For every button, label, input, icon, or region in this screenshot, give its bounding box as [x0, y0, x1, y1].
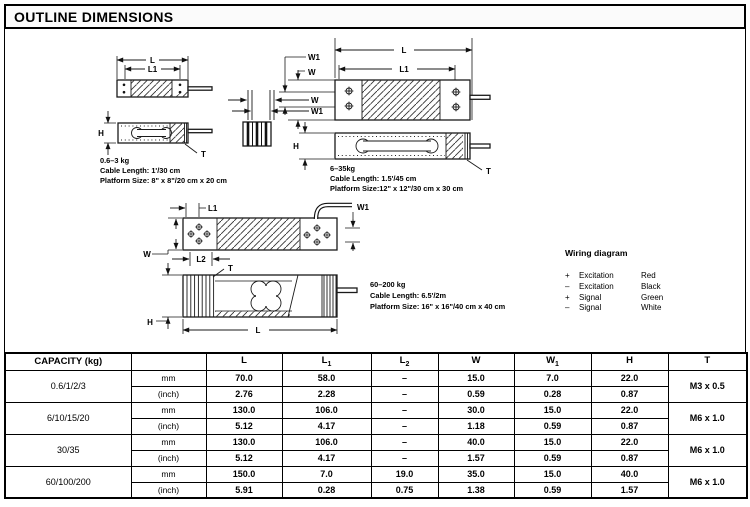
unit-cell: (inch): [131, 482, 206, 498]
wiring-label: Signal: [579, 303, 602, 313]
header-unit: [131, 353, 206, 370]
thread-cell: M3 x 0.5: [668, 370, 747, 402]
cable-stub: [470, 95, 490, 99]
cable-stub: [188, 129, 212, 132]
thread-cell: M6 x 1.0: [668, 466, 747, 498]
value-cell: 1.57: [591, 482, 668, 498]
page-title: OUTLINE DIMENSIONS: [14, 8, 174, 25]
wiring-label: Excitation: [579, 281, 614, 291]
wiring-color: Red: [641, 271, 656, 280]
value-cell: 130.0: [206, 402, 282, 418]
dim-label-L: L: [150, 56, 155, 65]
value-cell: 7.0: [282, 466, 371, 482]
range-label-medium: 6–35kg: [330, 164, 356, 173]
value-cell: 5.12: [206, 418, 282, 434]
value-cell: 19.0: [371, 466, 438, 482]
value-cell: 4.17: [282, 418, 371, 434]
value-cell: 0.59: [514, 450, 591, 466]
value-cell: 2.76: [206, 386, 282, 402]
end-view-block: [243, 122, 271, 146]
load-cell-small-top-view: [117, 80, 212, 97]
value-cell: –: [371, 434, 438, 450]
dim-label-T: T: [228, 264, 233, 273]
header-W: W: [438, 353, 514, 370]
dim-W-large: [143, 218, 182, 259]
header-L2: $L_2$: [371, 353, 438, 370]
value-cell: 0.87: [591, 418, 668, 434]
dim-label-L1: L1: [399, 65, 409, 74]
dim-label-W1: W1: [308, 53, 320, 62]
dim-L1-large: [170, 203, 218, 217]
capacity-cell: 0.6/1/2/3: [5, 370, 131, 402]
value-cell: 0.75: [371, 482, 438, 498]
value-cell: 150.0: [206, 466, 282, 482]
wiring-label: Signal: [579, 292, 602, 302]
table-row: [5, 434, 747, 450]
unit-cell: (inch): [131, 450, 206, 466]
dim-label-W1: W1: [357, 203, 369, 212]
value-cell: 5.12: [206, 450, 282, 466]
capacity-cell: 60/100/200: [5, 466, 131, 498]
dim-H-medium: [293, 122, 334, 170]
dim-label-T: T: [486, 167, 491, 176]
value-cell: 30.0: [438, 402, 514, 418]
value-cell: 0.87: [591, 450, 668, 466]
unit-cell: (inch): [131, 418, 206, 434]
value-cell: –: [371, 450, 438, 466]
dim-label-L: L: [255, 326, 261, 335]
value-cell: 40.0: [591, 466, 668, 482]
header-H: H: [591, 353, 668, 370]
value-cell: 58.0: [282, 370, 371, 386]
load-cell-medium-side-view: [335, 133, 490, 159]
diagram-large: [143, 203, 505, 335]
unit-cell: mm: [131, 370, 206, 386]
value-cell: 106.0: [282, 434, 371, 450]
header-L: L: [206, 353, 282, 370]
dim-label-L: L: [401, 46, 407, 55]
value-cell: 1.18: [438, 418, 514, 434]
value-cell: 0.87: [591, 386, 668, 402]
value-cell: 130.0: [206, 434, 282, 450]
wiring-sign: –: [565, 281, 570, 291]
dim-label-T: T: [201, 150, 206, 159]
thread-cell: M6 x 1.0: [668, 434, 747, 466]
load-cell-small-side-view: [118, 123, 212, 143]
dim-label-W: W: [308, 68, 316, 77]
capacity-cell: 30/35: [5, 434, 131, 466]
dimensions-table: [4, 352, 748, 499]
value-cell: –: [371, 402, 438, 418]
load-cell-medium-top-view: [335, 80, 490, 120]
value-cell: 5.91: [206, 482, 282, 498]
dim-L2-large: [172, 252, 230, 266]
dim-label-L1: L1: [208, 204, 218, 213]
dim-label-L1: L1: [147, 65, 158, 74]
dim-label-W: W: [143, 250, 151, 259]
wiring-color: White: [641, 303, 662, 313]
value-cell: –: [371, 386, 438, 402]
platform-size-large: Platform Size: 16" x 16"/40 cm x 40 cm: [370, 302, 506, 311]
dim-H-large: [147, 263, 182, 329]
dim-lines-small-top: [117, 56, 188, 79]
value-cell: 1.57: [438, 450, 514, 466]
cable-length-small: Cable Length: 1'/30 cm: [100, 166, 181, 175]
value-cell: 7.0: [514, 370, 591, 386]
table-row: [5, 402, 747, 418]
value-cell: 15.0: [514, 434, 591, 450]
diagram-small: [98, 56, 227, 185]
value-cell: 15.0: [514, 466, 591, 482]
section-title-bar: [4, 4, 746, 29]
wiring-color: Green: [641, 292, 664, 302]
value-cell: 0.28: [514, 386, 591, 402]
value-cell: 22.0: [591, 434, 668, 450]
unit-cell: mm: [131, 402, 206, 418]
value-cell: 15.0: [438, 370, 514, 386]
header-capacity: CAPACITY (kg): [5, 353, 131, 370]
value-cell: 22.0: [591, 402, 668, 418]
wiring-title: Wiring diagram: [565, 248, 628, 258]
range-label-small: 0.6–3 kg: [100, 156, 130, 165]
value-cell: 22.0: [591, 370, 668, 386]
wiring-label: Excitation: [579, 271, 614, 280]
dim-T-medium: [467, 160, 491, 176]
platform-size-medium: Platform Size:12" x 12"/30 cm x 30 cm: [330, 184, 464, 193]
value-cell: 1.38: [438, 482, 514, 498]
cable-stub: [470, 144, 490, 148]
cable-length-medium: Cable Length: 1.5'/45 cm: [330, 174, 417, 183]
dim-label-L2: L2: [196, 255, 206, 264]
unit-cell: (inch): [131, 386, 206, 402]
platform-size-small: Platform Size: 8" x 8"/20 cm x 20 cm: [100, 176, 227, 185]
value-cell: 0.59: [438, 386, 514, 402]
range-label-large: 60–200 kg: [370, 280, 406, 289]
cable-stub: [337, 288, 357, 293]
thread-cell: M6 x 1.0: [668, 402, 747, 434]
cable-stub: [188, 87, 212, 90]
wiring-color: Black: [641, 281, 661, 291]
dim-label-W: W: [311, 96, 319, 105]
capacity-cell: 6/10/15/20: [5, 402, 131, 434]
value-cell: 2.28: [282, 386, 371, 402]
table-row: [5, 466, 747, 482]
value-cell: 15.0: [514, 402, 591, 418]
value-cell: 70.0: [206, 370, 282, 386]
value-cell: –: [371, 418, 438, 434]
wiring-sign: +: [565, 292, 570, 302]
unit-cell: mm: [131, 466, 206, 482]
value-cell: 4.17: [282, 450, 371, 466]
table-row: [5, 370, 747, 386]
value-cell: –: [371, 370, 438, 386]
header-T: T: [668, 353, 747, 370]
dim-L-large: [183, 319, 337, 335]
header-W1: $W_1$: [514, 353, 591, 370]
header-L1: $L_1$: [282, 353, 371, 370]
value-cell: 0.28: [282, 482, 371, 498]
dim-label-H: H: [147, 318, 153, 327]
dim-T-small: [185, 144, 206, 159]
dim-W1-large: [345, 203, 370, 251]
value-cell: 106.0: [282, 402, 371, 418]
dim-label-H: H: [98, 129, 104, 138]
cable-length-large: Cable Length: 6.5'/2m: [370, 291, 447, 300]
wiring-sign: +: [565, 271, 570, 280]
dim-label-H: H: [293, 142, 299, 151]
end-view-cross-section: [228, 90, 324, 146]
value-cell: 40.0: [438, 434, 514, 450]
dim-H-small: [98, 111, 116, 155]
value-cell: 35.0: [438, 466, 514, 482]
unit-cell: mm: [131, 434, 206, 450]
load-cell-large-side-view: [183, 275, 357, 317]
table-header-row: [5, 353, 747, 370]
value-cell: 0.59: [514, 482, 591, 498]
wiring-rows: [565, 271, 735, 314]
wiring-sign: –: [565, 303, 570, 313]
dim-W-W1-medium: [279, 53, 335, 129]
value-cell: 0.59: [514, 418, 591, 434]
wiring-diagram: [565, 248, 735, 314]
dim-label-W1: W1: [311, 107, 323, 116]
